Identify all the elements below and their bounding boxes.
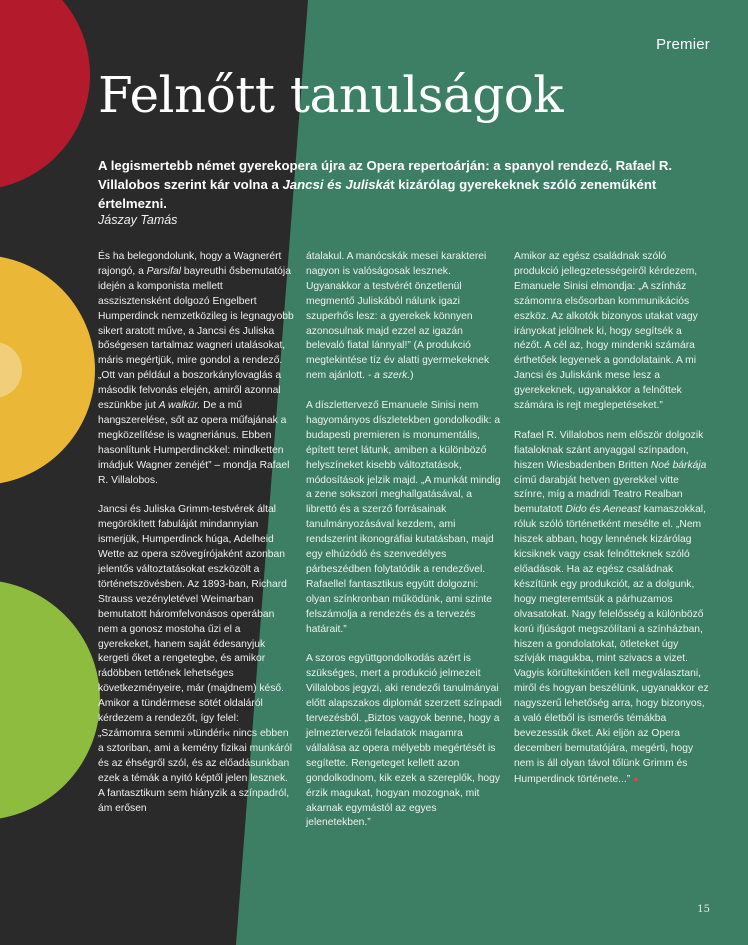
article-paragraph xyxy=(306,250,504,384)
article-author: Jászay Tamás xyxy=(98,213,178,227)
text-column-3 xyxy=(514,250,710,803)
text-run: Rafael R. Villalobos nem először dolgozik fiataloknak szánt anyaggal színpadon, hiszen Wiesbadenben Britten xyxy=(514,429,704,471)
text-column-2 xyxy=(306,250,504,846)
text-run: De a mű hangszerelése, sőt az opera műfajának a megközelítése is wagneriánus. Ebben hasonlítunk Humperdinckkel: mindketten imádjuk Wagner zenéjét” – mondja Rafael R. Villalobos. xyxy=(98,400,290,486)
article-paragraph xyxy=(514,250,710,414)
red-circle-decoration xyxy=(0,0,90,190)
text-run: Jancsi és Juliska Grimm-testvérek által megörökített fabuláját mindannyian ismerjük, Humperdinck húga, Adelheid Wette az opera szövegírójaként azonban jelentős változtatásokat eszközölt a történetszövésben. Az 1893-ban, Richard Strauss vezényletével Weimarban bemutatott háromfelvonásos operában nem a gonosz mostoha űzi el a gyerekeket, hanem saját édesanyjuk kergeti őket a rengetegbe, és amikor rádöbben tettének lehetséges következményeire, már (majdnem) késő. Amikor a tündérmese sötét oldaláról kérdezem a rendezőt, így felel: „Számomra semmi »tündéri« nincs ebben a sztoriban, ami a kemény fizikai munkáról és az éhségről szól, és az előadásunkban ezek a témák a nyitó képtől jelen lesznek. A fantasztikum sem hiányzik a színpadról, ám erősen xyxy=(98,504,293,814)
italic-text-run: - a szerk. xyxy=(367,370,411,382)
text-run: ) xyxy=(410,370,414,382)
italic-text-run: Noé bárkája xyxy=(650,459,707,471)
text-run: t kizárólag gyerekeknek szóló zeneműként értelmezni. xyxy=(98,177,657,211)
text-run: A legismertebb német gyerekopera újra az Opera repertoárján: a spanyol rendező, Rafael R. Villalobos szerint kár volna a xyxy=(98,158,673,192)
text-run: átalakul. A manócskák mesei karakterei nagyon is valóságosak lesznek. Ugyanakkor a testvérét önzetlenül megmentő Juliskából nálunk igazi szuperhős lesz: a gyerekek könnyen azonosulnak majd ezzel az igazán belevaló fiatal lánnyal!” (A produkció megtekintése tíz év alatti gyermekeknek nem ajánlott. xyxy=(306,251,490,382)
text-run: A díszlettervező Emanuele Sinisi nem hagyományos díszletekben gondolkodik: a budapesti premieren is monumentális, épített teret látunk, amiben a különböző helyszíneket kisebb változtatások, módosítások jelzik majd. „A munkát mindig a zene sokszori meghallgatásával, a librettó és a szerző forrásainak tanulmányozásával kezdem, ami rendszerint ikonográfiai kutatásban, majd egy elhúzódó és szenvedélyes párbeszédben folytatódik a rendezővel. Rafaellel fantasztikus együtt dolgozni: olyan színkronban működünk, ami szinte felszámolja a rendezés és a tervezés határait.” xyxy=(306,400,501,635)
text-run: kamaszokkal, róluk szóló történetként mesélte el. „Nem hiszek abban, hogy lennének kizárólag kicsiknek vagy csak felnőtteknek szóló előadások. Ha az egész családnak készítünk egy produkciót, az a dolgunk, hogy megteremtsük a párhuzamos olvasatokat. Nagy felelősség a különböző korú ifjúságot megszólítani a színházban, hiszen a gondolatokat, ötleteket úgy szívják magukba, mint szivacs a vizet. Vagyis körültekintően kell megválasztani, miről és hogyan beszélünk, ugyanakkor ez nagyszerű lehetőség arra, hogy bizonyos, a való életből is ismerős témákba bevezessük őket. Aki eljön az Opera decemberi bemutatójára, megérti, hogy nem is áll olyan távol tőlünk Grimm és Humperdinck története...” xyxy=(514,504,709,785)
article-paragraph xyxy=(306,652,504,831)
text-run: És ha belegondolunk, hogy a Wagnerért rajongó, a xyxy=(98,251,282,277)
text-run: bayreuthi ősbemutatója idején a komponista mellett asszisztensként dolgozó Engelbert Humperdinck nemzetközileg is legnagyobb sikert aratott műve, a Jancsi és Juliska bőségesen tartalmaz wagneri utalásokat, máris megértjük, mire gondol a rendező. „Ott van például a boszorkánylovaglás a második felvonás elején, amiről azonnal eszünkbe jut xyxy=(98,265,294,412)
article-title: Felnőtt tanulságok xyxy=(98,66,564,124)
italic-text-run: Parsifal xyxy=(146,265,182,277)
end-of-article-mark: ● xyxy=(633,773,639,784)
text-run: című darabját hetven gyerekkel vitte színre, míg a madridi Teatro Realban bemutatott xyxy=(514,474,683,516)
article-paragraph xyxy=(98,503,294,816)
article-paragraph xyxy=(98,250,294,489)
text-run: Amikor az egész családnak szóló produkció jellegzetességeiről kérdezem, Emanuele Sinisi elmondja: „A színház számomra elsősorban kommunikációs eszköz. Az alkotók bizonyos utakat vagy irányokat jelölnek ki, hogy segítsék a nézőt. A cél az, hogy mindenki számára érthetőek legyenek a gondolataink. A mi Jancsi és Juliskánk mese lesz a gyerekeknek, ugyanakkor a felnőttek számára is rejt meglepetéseket.” xyxy=(514,251,698,412)
article-paragraph xyxy=(514,429,710,788)
text-run: A szoros együttgondolkodás azért is szükséges, mert a produkció jelmezeit Villalobos jegyzi, aki rendezői tanulmányai előtt alapszakos diplomát szerzett színpadi tervezésből. „Biztos vagyok benne, hogy a jelmeztervezői feladatok magamra vállalása az opera mélyebb megértését is segítette. Rengeteget kellett azon gondolkodnom, kik ezek a szereplők, hogy érzik magukat, hogyan mozognak, mit akarnak egymástól az egyes jelenetekben.” xyxy=(306,653,502,829)
article-lead xyxy=(98,156,703,213)
italic-text-run: A walkür. xyxy=(158,400,201,412)
page-number: 15 xyxy=(697,904,710,915)
italic-text-run: Jancsi és Juliská xyxy=(282,177,391,192)
green-circle-decoration xyxy=(0,580,100,820)
article-paragraph xyxy=(306,399,504,638)
text-column-1 xyxy=(98,250,294,831)
section-label: Premier xyxy=(656,36,710,53)
italic-text-run: Dido és Aeneast xyxy=(565,504,641,516)
